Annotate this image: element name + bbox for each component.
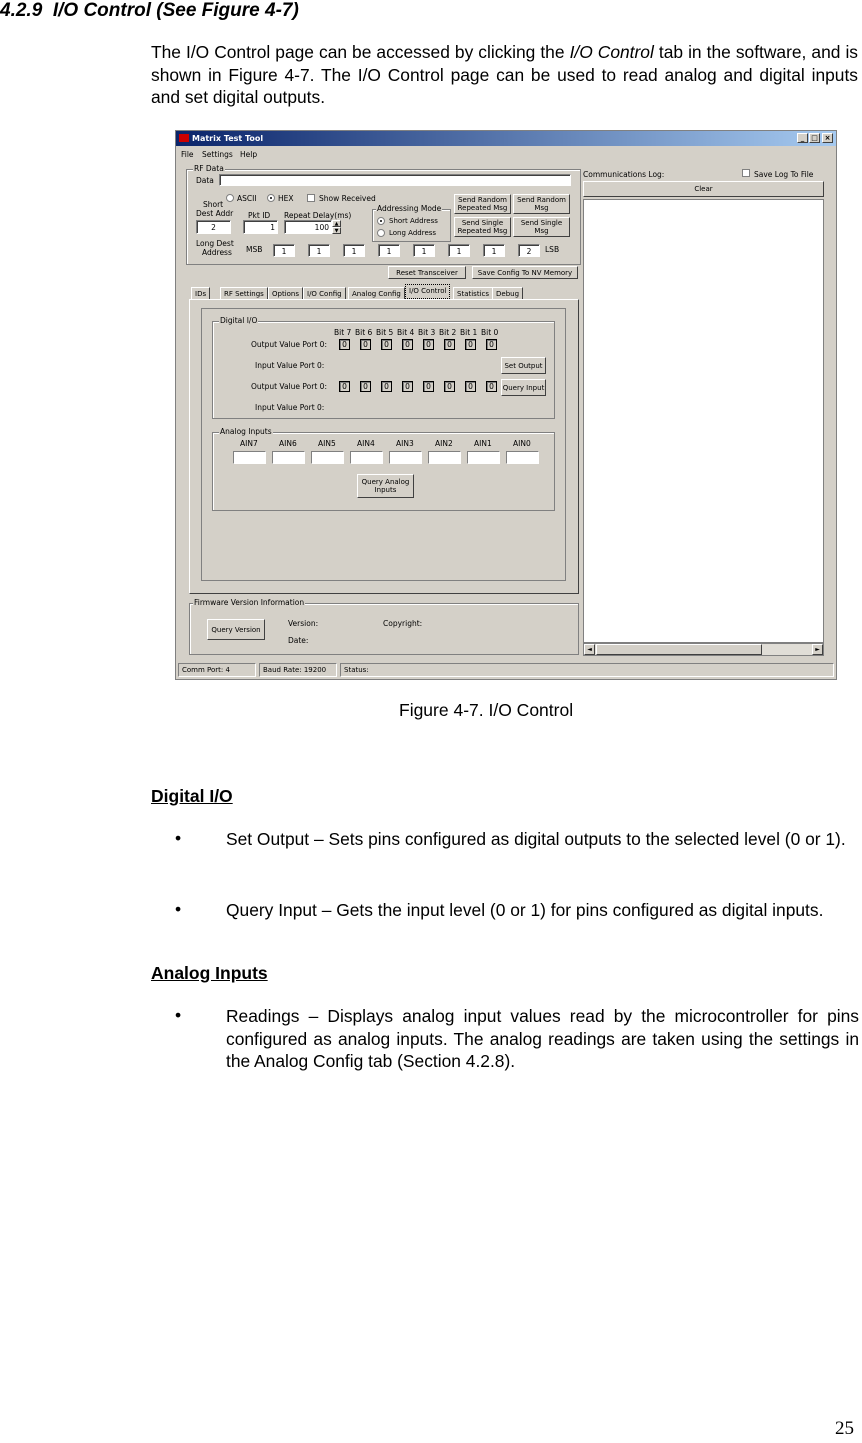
long-address-label: Long Address — [389, 229, 437, 237]
digital-io-heading: Digital I/O — [151, 786, 233, 806]
long-dest-byte-4[interactable]: 1 — [378, 244, 400, 257]
send-single-repeated-button[interactable]: Send Single Repeated Msg — [454, 217, 511, 237]
tab-analog-config[interactable]: Analog Config — [348, 287, 405, 299]
query-analog-inputs-button[interactable]: Query Analog Inputs — [357, 474, 414, 498]
ain-value-box — [311, 451, 344, 464]
ain-value-box — [350, 451, 383, 464]
query-version-button[interactable]: Query Version — [207, 619, 265, 640]
bit-toggle-button[interactable]: 0 — [360, 381, 371, 392]
bullet-icon: • — [175, 899, 182, 919]
menu-file[interactable]: File — [181, 150, 194, 159]
output-port-row2-label: Output Value Port 0: — [251, 382, 327, 391]
tab-statistics[interactable]: Statistics — [453, 287, 493, 299]
set-output-button[interactable]: Set Output — [501, 357, 546, 374]
page-number: 25 — [835, 1418, 854, 1439]
bit-label: Bit 4 — [397, 328, 415, 337]
output-port-row1-label: Output Value Port 0: — [251, 340, 327, 349]
bit-label: Bit 3 — [418, 328, 436, 337]
bit-toggle-button[interactable]: 0 — [486, 339, 497, 350]
short-dest-input[interactable]: 2 — [196, 220, 231, 234]
bit-toggle-button[interactable]: 0 — [444, 381, 455, 392]
long-address-radio[interactable] — [377, 229, 385, 237]
addressing-mode-group — [372, 204, 451, 242]
show-received-checkbox[interactable] — [307, 194, 315, 202]
ain-label: AIN7 — [240, 439, 258, 448]
send-single-button[interactable]: Send Single Msg — [513, 217, 570, 237]
bit-toggle-button[interactable]: 0 — [486, 381, 497, 392]
app-logo-icon — [179, 134, 189, 142]
addressing-mode-label: Addressing Mode — [377, 204, 442, 213]
ain-value-box — [233, 451, 266, 464]
log-horizontal-scrollbar[interactable] — [583, 643, 824, 656]
pkt-id-input[interactable]: 1 — [243, 220, 278, 234]
ain-value-box — [428, 451, 461, 464]
bit-label: Bit 0 — [481, 328, 499, 337]
matrix-test-tool-window — [175, 130, 837, 680]
save-log-checkbox[interactable] — [742, 169, 750, 177]
ain-label: AIN5 — [318, 439, 336, 448]
msb-label: MSB — [246, 245, 263, 254]
hex-radio[interactable] — [267, 194, 275, 202]
ain-value-box — [389, 451, 422, 464]
data-input[interactable] — [219, 174, 571, 186]
show-received-label: Show Received — [319, 194, 376, 203]
query-input-bullet: Query Input – Gets the input level (0 or 1) for pins configured as digital inputs. — [226, 900, 824, 920]
bullet-icon: • — [175, 1005, 182, 1025]
save-config-button[interactable]: Save Config To NV Memory — [472, 266, 578, 279]
pkt-id-label: Pkt ID — [248, 211, 271, 220]
bit-label: Bit 2 — [439, 328, 457, 337]
version-label: Version: — [288, 619, 319, 628]
tab-io-config[interactable]: I/O Config — [303, 287, 346, 299]
ain-label: AIN2 — [435, 439, 453, 448]
ain-label: AIN1 — [474, 439, 492, 448]
bit-toggle-button[interactable]: 0 — [465, 339, 476, 350]
bit-toggle-button[interactable]: 0 — [423, 339, 434, 350]
section-heading: 4.2.9 I/O Control (See Figure 4-7) — [0, 0, 299, 21]
repeat-delay-label: Repeat Delay(ms) — [284, 211, 352, 220]
send-random-repeated-button[interactable]: Send Random Repeated Msg — [454, 194, 511, 214]
long-dest-label2: Address — [202, 248, 232, 257]
scroll-thumb[interactable] — [596, 644, 762, 655]
ain-label: AIN4 — [357, 439, 375, 448]
input-port-row1-label: Input Value Port 0: — [255, 361, 325, 370]
short-address-label: Short Address — [389, 217, 438, 225]
close-icon[interactable]: × — [822, 133, 833, 143]
tab-io-control[interactable]: I/O Control — [405, 284, 450, 299]
short-dest-label2: Dest Addr — [196, 209, 234, 218]
ain-value-box — [467, 451, 500, 464]
short-address-radio[interactable] — [377, 217, 385, 225]
ain-label: AIN0 — [513, 439, 531, 448]
long-dest-byte-1[interactable]: 1 — [483, 244, 505, 257]
firmware-label: Firmware Version Information — [194, 598, 305, 607]
comm-port-status: Comm Port: 4 — [178, 663, 256, 677]
tab-debug[interactable]: Debug — [492, 287, 523, 299]
input-port-row2-label: Input Value Port 0: — [255, 403, 325, 412]
long-dest-byte-0[interactable]: 2 — [518, 244, 540, 257]
window-title: Matrix Test Tool — [192, 134, 264, 143]
baud-rate-status: Baud Rate: 19200 — [259, 663, 337, 677]
digital-io-label: Digital I/O — [220, 316, 258, 325]
scroll-left-icon[interactable]: ◄ — [584, 644, 595, 655]
readings-bullet: Readings – Displays analog input values read by the microcontroller for pins configured as analog inputs. The analog readings are taken using the settings in the Analog Config tab (Section 4.2.8). — [226, 1006, 859, 1071]
ascii-label: ASCII — [237, 194, 257, 203]
set-output-bullet: Set Output – Sets pins configured as digital outputs to the selected level (0 or 1). — [226, 829, 846, 849]
tab-ids[interactable]: IDs — [191, 287, 210, 299]
status-text: Status: — [340, 663, 834, 677]
long-dest-byte-5[interactable]: 1 — [343, 244, 365, 257]
bit-toggle-button[interactable]: 0 — [465, 381, 476, 392]
ain-label: AIN3 — [396, 439, 414, 448]
menu-settings[interactable]: Settings — [202, 150, 233, 159]
long-dest-byte-3[interactable]: 1 — [413, 244, 435, 257]
short-dest-label: Short — [203, 200, 224, 209]
bit-label: Bit 1 — [460, 328, 478, 337]
bit-label: Bit 5 — [376, 328, 394, 337]
bit-toggle-button[interactable]: 0 — [402, 381, 413, 392]
bullet-icon: • — [175, 828, 182, 848]
clear-log-button[interactable]: Clear — [583, 181, 824, 197]
tab-rf-settings[interactable]: RF Settings — [220, 287, 268, 299]
long-dest-byte-6[interactable]: 1 — [308, 244, 330, 257]
ain-label: AIN6 — [279, 439, 297, 448]
ascii-radio[interactable] — [226, 194, 234, 202]
long-dest-label: Long Dest — [196, 239, 234, 248]
comm-log-label: Communications Log: — [583, 170, 665, 179]
lsb-label: LSB — [545, 245, 560, 254]
ain-value-box — [506, 451, 539, 464]
window-titlebar — [176, 131, 836, 146]
rf-data-label: RF Data — [194, 164, 224, 173]
long-dest-byte-2[interactable]: 1 — [448, 244, 470, 257]
ain-value-box — [272, 451, 305, 464]
save-log-label: Save Log To File — [754, 170, 814, 179]
bit-toggle-button[interactable]: 0 — [423, 381, 434, 392]
bit-toggle-button[interactable]: 0 — [444, 339, 455, 350]
tab-options[interactable]: Options — [268, 287, 303, 299]
spin-down-icon[interactable]: ▼ — [332, 227, 341, 234]
intro-paragraph: The I/O Control page can be accessed by clicking the I/O Control tab in the software, and is shown in Figure 4-7. The I/O Control page can be used to read analog and digital inputs and set digital outputs. — [151, 42, 858, 107]
bit-toggle-button[interactable]: 0 — [339, 381, 350, 392]
bit-toggle-button[interactable]: 0 — [360, 339, 371, 350]
long-dest-byte-7[interactable]: 1 — [273, 244, 295, 257]
spin-up-icon[interactable]: ▲ — [332, 220, 341, 227]
scroll-right-icon[interactable]: ► — [812, 644, 823, 655]
bit-label: Bit 7 — [334, 328, 352, 337]
bit-label: Bit 6 — [355, 328, 373, 337]
date-label: Date: — [288, 636, 309, 645]
figure-caption: Figure 4-7. I/O Control — [399, 700, 574, 720]
bit-toggle-button[interactable]: 0 — [339, 339, 350, 350]
query-input-button[interactable]: Query Input — [501, 379, 546, 396]
bit-toggle-button[interactable]: 0 — [381, 381, 392, 392]
menu-help[interactable]: Help — [240, 150, 258, 159]
analog-inputs-label: Analog Inputs — [220, 427, 272, 436]
bit-toggle-button[interactable]: 0 — [381, 339, 392, 350]
comm-log-area[interactable] — [583, 199, 824, 643]
analog-inputs-heading: Analog Inputs — [151, 963, 268, 983]
bit-toggle-button[interactable]: 0 — [402, 339, 413, 350]
repeat-delay-input[interactable]: 100 — [284, 220, 332, 234]
maximize-icon[interactable]: □ — [809, 133, 820, 143]
minimize-icon[interactable]: _ — [797, 133, 808, 143]
send-random-button[interactable]: Send Random Msg — [513, 194, 570, 214]
data-label: Data — [196, 176, 214, 185]
reset-transceiver-button[interactable]: Reset Transceiver — [388, 266, 466, 279]
copyright-label: Copyright: — [383, 619, 423, 628]
hex-label: HEX — [278, 194, 294, 203]
analog-inputs-group — [212, 427, 555, 511]
